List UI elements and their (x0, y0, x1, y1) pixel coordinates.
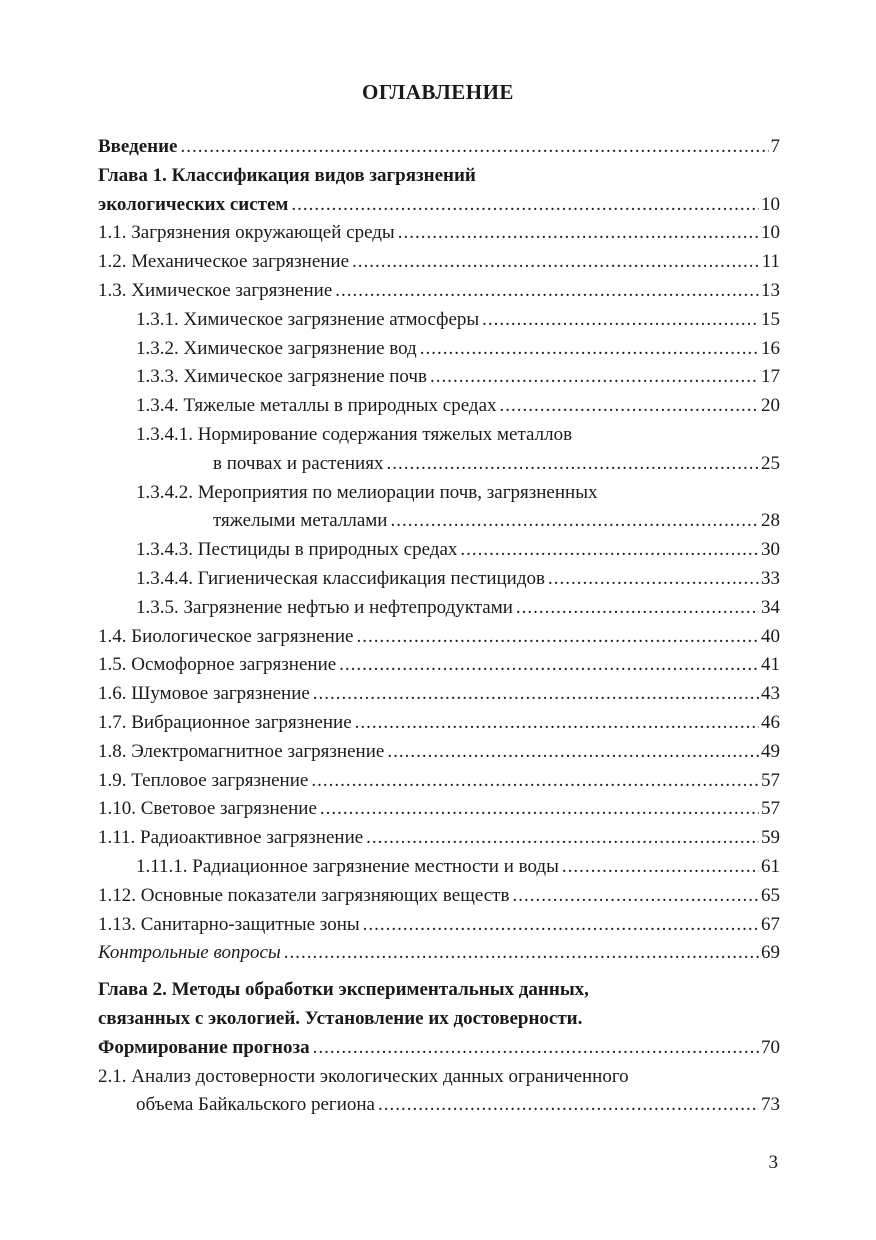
toc-entry-page: 25 (761, 452, 780, 474)
toc-entry (98, 450, 780, 479)
toc-entry-title: объема Байкальского региона (136, 1094, 375, 1116)
toc-entry-title: Формирование прогноза (98, 1036, 310, 1058)
toc-entry-title: 1.6. Шумовое загрязнение (98, 683, 310, 705)
dot-leader (548, 565, 759, 594)
toc-entry-title: 1.11. Радиоактивное загрязнение (98, 827, 364, 849)
toc-entry-title: 1.3.4. Тяжелые металлы в природных средах (136, 395, 497, 417)
toc-entry (98, 479, 780, 508)
page-number: 3 (768, 1152, 778, 1173)
toc-entry-page: 20 (761, 395, 780, 417)
toc-entry-page: 59 (761, 827, 780, 849)
dot-leader (356, 623, 759, 652)
toc-entry-page: 61 (761, 855, 780, 877)
toc-entry (98, 939, 780, 968)
dot-leader (430, 363, 759, 392)
toc-entry-page: 13 (761, 279, 780, 301)
toc-entry-title: 1.12. Основные показатели загрязняющих веществ (98, 884, 510, 906)
toc-entry-page: 10 (761, 222, 780, 244)
toc-entry (98, 767, 780, 796)
toc-entry (98, 795, 780, 824)
dot-leader (387, 738, 759, 767)
toc-entry (98, 911, 780, 940)
toc-entry-page: 7 (770, 136, 780, 157)
toc-entry-title: 1.8. Электромагнитное загрязнение (98, 740, 385, 762)
toc-entry-title: 1.5. Осмофорное загрязнение (98, 654, 337, 676)
toc-entry-title: 1.3.4.3. Пестициды в природных средах (136, 539, 458, 561)
toc-entry-page: 46 (761, 711, 780, 733)
dot-leader (311, 767, 759, 796)
toc-entry-title: 1.3. Химическое загрязнение (98, 279, 333, 301)
dot-leader (181, 133, 769, 162)
toc-entry-title: 1.9. Тепловое загрязнение (98, 769, 309, 791)
toc-entry (98, 1005, 780, 1034)
toc-entry-page: 34 (761, 596, 780, 618)
toc-entry-title: Глава 1. Классификация видов загрязнений (98, 164, 476, 186)
toc-entry (98, 1091, 780, 1120)
dot-leader (420, 335, 759, 364)
toc-entry (98, 709, 780, 738)
toc-entry-title: 1.10. Световое загрязнение (98, 798, 317, 820)
toc-entry (98, 421, 780, 450)
toc-entry-page: 43 (761, 683, 780, 705)
toc-entry-page: 69 (761, 942, 780, 964)
toc-entry (98, 392, 780, 421)
toc-entry-title: 2.1. Анализ достоверности экологических данных ограниченного (98, 1065, 629, 1087)
toc-entry-title: 1.3.1. Химическое загрязнение атмосферы (136, 308, 480, 330)
toc-entry-title: 1.3.4.1. Нормирование содержания тяжелых металлов (136, 423, 573, 445)
toc-entry-title: Глава 2. Методы обработки экспериментальных данных, (98, 979, 589, 1001)
dot-leader (512, 882, 759, 911)
dot-leader (398, 219, 759, 248)
toc-entry-title: 1.7. Вибрационное загрязнение (98, 711, 352, 733)
dot-leader (355, 709, 759, 738)
dot-leader (313, 1034, 759, 1063)
toc-entry-page: 40 (761, 625, 780, 647)
dot-leader (390, 507, 759, 536)
toc-entry-page: 33 (761, 567, 780, 589)
toc-entry-title: 1.3.4.2. Мероприятия по мелиорации почв, загрязненных (136, 481, 598, 503)
toc-entry (98, 680, 780, 709)
toc-entry (98, 853, 780, 882)
toc-entry-page: 10 (761, 193, 780, 215)
dot-leader (386, 450, 759, 479)
dot-leader (352, 248, 760, 277)
toc-entry (98, 1063, 780, 1092)
toc-entry-title: Введение (98, 136, 178, 157)
toc-entry (98, 507, 780, 536)
toc-entry-title: тяжелыми металлами (213, 510, 388, 532)
toc-entry (98, 335, 780, 364)
dot-leader (378, 1091, 759, 1120)
toc-entry-page: 57 (761, 769, 780, 791)
toc-entry-page: 67 (761, 913, 780, 935)
toc-entry (98, 651, 780, 680)
toc-entry (98, 306, 780, 335)
dot-leader (516, 594, 759, 623)
toc-entry-page: 49 (761, 740, 780, 762)
toc-entry-page: 57 (761, 798, 780, 820)
toc-entry-title: 1.3.3. Химическое загрязнение почв (136, 366, 427, 388)
dot-leader (291, 191, 759, 220)
toc-entry (98, 623, 780, 652)
toc-entry-title: 1.11.1. Радиационное загрязнение местности и воды (136, 855, 559, 877)
toc-entry-page: 16 (761, 337, 780, 359)
dot-leader (366, 824, 759, 853)
dot-leader (482, 306, 759, 335)
toc-entry-page: 15 (761, 308, 780, 330)
toc-entry-page: 17 (761, 366, 780, 388)
toc-entry-page: 11 (761, 251, 780, 273)
toc-entry-page: 28 (761, 510, 780, 532)
toc-entry (98, 248, 780, 277)
toc-entry (98, 594, 780, 623)
toc-entry (98, 162, 780, 191)
toc-entry-page: 30 (761, 539, 780, 561)
dot-leader (339, 651, 759, 680)
toc-entry-title: 1.3.4.4. Гигиеническая классификация пестицидов (136, 567, 545, 589)
toc-entry-title: 1.13. Санитарно-защитные зоны (98, 913, 360, 935)
toc-entry (98, 976, 780, 1005)
toc-entry (98, 363, 780, 392)
page-title: ОГЛАВЛЕНИЕ (362, 80, 514, 104)
toc-entry-title: 1.3.5. Загрязнение нефтью и нефтепродуктами (136, 596, 513, 618)
toc-entry-title: в почвах и растениях (213, 452, 384, 474)
dot-leader (363, 911, 759, 940)
toc-entry-page: 41 (761, 654, 780, 676)
toc-entry-title: Контрольные вопросы (98, 942, 281, 964)
toc-entry-title: связанных с экологией. Установление их достоверности. (98, 1007, 583, 1029)
toc-entry-title: 1.1. Загрязнения окружающей среды (98, 222, 395, 244)
dot-leader (460, 536, 759, 565)
toc-entry (98, 882, 780, 911)
table-of-contents (98, 133, 780, 1120)
toc-entry (98, 824, 780, 853)
toc-entry (98, 738, 780, 767)
toc-entry (98, 565, 780, 594)
toc-entry (98, 1034, 780, 1063)
toc-entry-title: 1.3.2. Химическое загрязнение вод (136, 337, 417, 359)
toc-entry (98, 219, 780, 248)
toc-entry (98, 277, 780, 306)
dot-leader (335, 277, 759, 306)
dot-leader (500, 392, 759, 421)
toc-entry-title: 1.2. Механическое загрязнение (98, 251, 350, 273)
toc-entry (98, 133, 780, 162)
toc-entry-title: 1.4. Биологическое загрязнение (98, 625, 354, 647)
toc-entry-page: 65 (761, 884, 780, 906)
dot-leader (284, 939, 759, 968)
dot-leader (562, 853, 759, 882)
toc-entry-title: экологических систем (98, 193, 289, 215)
toc-entry (98, 191, 780, 220)
toc-entry (98, 536, 780, 565)
toc-entry-page: 70 (761, 1036, 780, 1058)
toc-entry-page: 73 (761, 1094, 780, 1116)
dot-leader (313, 680, 759, 709)
dot-leader (320, 795, 759, 824)
